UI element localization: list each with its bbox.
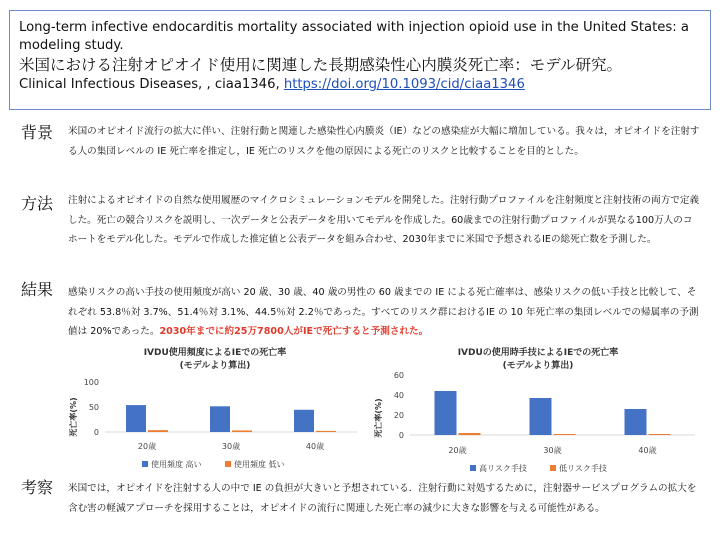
chart1-bar: [126, 405, 146, 432]
chart1-bar: [294, 410, 314, 432]
chart2-bar: [435, 391, 457, 435]
section-label-methods: 方法: [21, 194, 54, 213]
chart1-bar: [148, 430, 168, 432]
citation-journal: Clinical Infectious Diseases, , ciaa1346,: [19, 77, 284, 92]
title-english: Long-term infective endocarditis mortality associated with injection opioid use in the United States: a modeling study.: [19, 20, 690, 53]
chart2-subtitle: (モデルより算出): [502, 361, 574, 371]
chart2-ytick: 40: [393, 391, 404, 400]
chart2-legend-swatch: [470, 465, 476, 471]
chart2-legend-label: 低リスク手技: [559, 464, 607, 473]
chart2-ytick: 0: [398, 431, 404, 440]
chart2-ytick: 60: [393, 371, 404, 380]
chart2-bar: [554, 434, 576, 435]
chart1-legend-swatch: [142, 461, 148, 467]
chart1-title: IVDU使用頻度によるIEでの死亡率: [143, 348, 287, 358]
chart1-legend-label: 使用頻度 低い: [234, 460, 285, 469]
section-label-background: 背景: [21, 123, 54, 142]
chart1-subtitle: (モデルより算出): [179, 361, 251, 371]
title-japanese: 米国における注射オピオイド使用に関連した長期感染性心内膜炎死亡率：モデル研究。: [19, 56, 622, 74]
chart2-xtick: 20歳: [448, 446, 467, 455]
section-label-results: 結果: [21, 280, 54, 299]
chart1-legend-swatch: [225, 461, 231, 467]
discussion-text: 米国では，オピオイドを注射する人の中で IE の負担が大きいと予想されている．注射行動に対処するために，注射器サービスプログラムの拡大を含む害の軽減アプローチを採用することは，オピオイドの流行に関連した死亡率の減少に大きな影響を与える可能性がある。: [68, 483, 697, 514]
chart2-title: IVDUの使用時手技によるIEでの死亡率: [457, 348, 619, 358]
chart1-bar: [232, 430, 252, 432]
chart2-bar: [459, 433, 481, 435]
chart2-ylabel: 死亡率(%): [374, 398, 383, 438]
chart1-bar: [210, 406, 230, 432]
chart-injection-technique: [370, 343, 705, 478]
chart2-bar: [530, 398, 552, 435]
chart2-xtick: 30歳: [543, 446, 562, 455]
results-highlight: 2030年までに約25万7800人がIEで死亡すると予測された。: [159, 326, 429, 338]
background-text: 米国のオピオイド流行の拡大に伴い、注射行動と関連した感染性心内膜炎（IE）などの感染症が大幅に増加している。我々は，オピオイドを注射する人の集団レベルの IE 死亡率を推定し，IE 死亡のリスクを他の原因による死亡のリスクと比較することを目的とした。: [68, 126, 700, 157]
chart1-bar: [316, 431, 336, 432]
chart1-xtick: 20歳: [137, 442, 157, 451]
header-box: [9, 10, 711, 110]
chart2-bar: [625, 409, 647, 435]
chart1-ytick: 0: [93, 428, 99, 437]
chart2-bar: [649, 434, 671, 435]
chart1-ylabel: 死亡率(%): [69, 397, 78, 437]
results-body: 感染リスクの高い手技の使用頻度が高い 20 歳、30 歳、40 歳の男性の 60 歳までの IE による死亡確率は、感染リスクの低い手技と比較して、それぞれ 53.8％対 3.7%、51.4％対 3.1%、44.5％対 2.2％であった。すべてのリスク群におけるIE の 10 年死亡率の集団レベルでの帰属率の予測値は 20%であった。: [68, 287, 699, 338]
methods-text: 注射によるオピオイドの自然な使用履歴のマイクロシミュレーションモデルを開発した。注射行動プロファイルを注射頻度と注射技術の両方で定義した。死亡の競合リスクを説明し、一次データと公表データを用いてモデルを作成した。60歳までの注射行動プロファイルが異なる100万人のコホートをモデル化した。モデルで作成した推定値と公表データを組み合わせ、2030年までに米国で予想されるIEの総死亡数を予測した。: [68, 195, 700, 246]
chart2-legend-label: 高リスク手技: [479, 464, 527, 473]
chart1-xtick: 30歳: [221, 442, 241, 451]
chart2-legend-swatch: [550, 465, 556, 471]
citation: [19, 75, 701, 95]
section-label-discussion: 考察: [21, 478, 54, 497]
chart2-ytick: 20: [393, 411, 404, 420]
chart-usage-frequency: [65, 343, 365, 478]
doi-link[interactable]: https://doi.org/10.1093/cid/ciaa1346: [283, 77, 525, 92]
results-text: [68, 283, 700, 342]
chart1-xtick: 40歳: [305, 442, 325, 451]
chart1-ytick: 50: [88, 403, 99, 412]
chart2-xtick: 40歳: [638, 446, 657, 455]
chart1-ytick: 100: [83, 378, 99, 387]
chart1-legend-label: 使用頻度 高い: [151, 460, 202, 469]
